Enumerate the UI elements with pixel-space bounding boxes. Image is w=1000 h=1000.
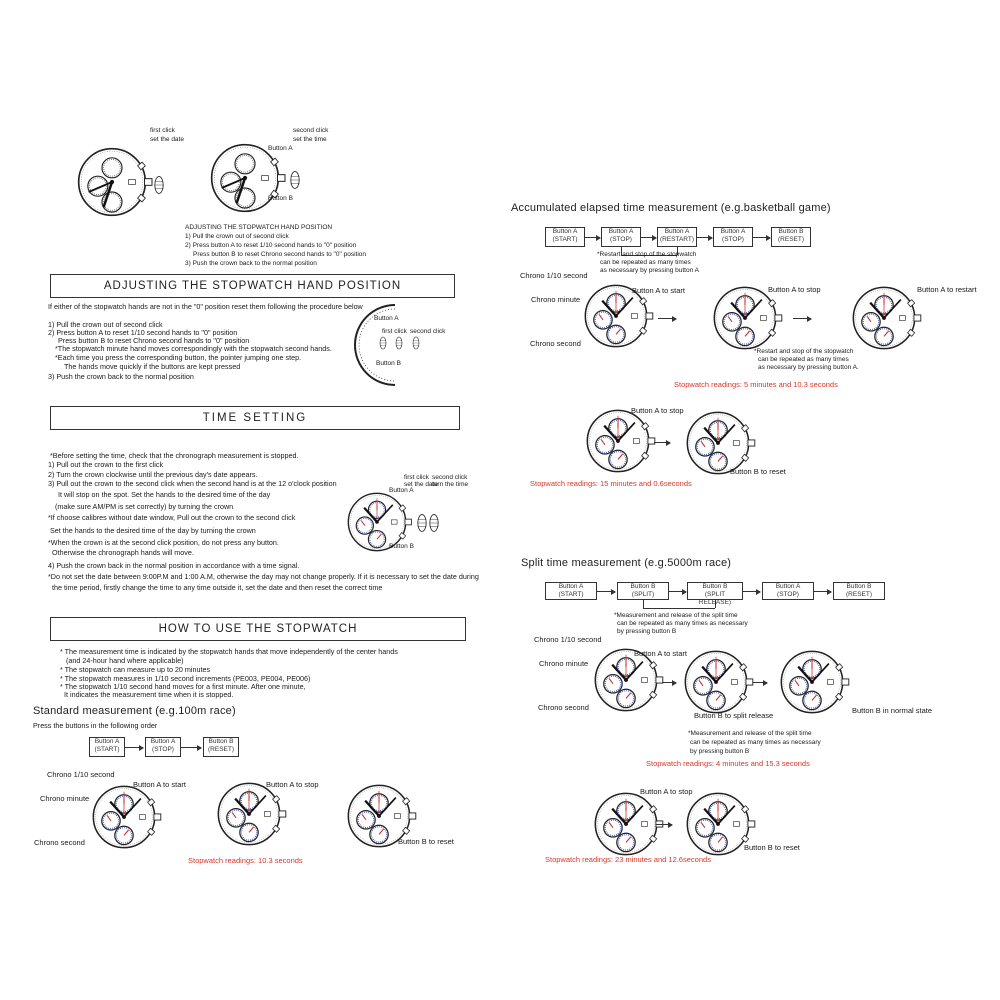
how-to-line: (and 24-hour hand where applicable) <box>66 656 184 665</box>
arrow-right-icon <box>125 747 143 748</box>
arrow-right-icon <box>597 591 615 592</box>
step-box: Button A (RESTART) <box>657 227 697 247</box>
step-box: Button B (RESET) <box>833 582 885 600</box>
watch-illustration <box>333 770 425 862</box>
chrono-minute-label: Chrono minute <box>539 659 589 668</box>
split-note: can be repeated as many times as necessary <box>690 739 821 746</box>
button-a-stop-label: Button A to stop <box>640 787 693 796</box>
connector-line <box>715 600 716 608</box>
step-box: Button A (STOP) <box>762 582 814 600</box>
adjusting-intro: If either of the stopwatch hands are not in the "0" position reset them following the procedure below <box>48 302 363 311</box>
adjusting-line: *Each time you press the corresponding button, the pointer jumping one step. <box>55 353 302 362</box>
split-note: can be repeated as many times as necessary <box>617 620 748 627</box>
watch-illustration <box>62 132 162 232</box>
adjusting-line: 2) Press button A to reset 1/10 second hands to "0" position <box>48 328 238 337</box>
watch-illustration <box>766 636 858 728</box>
button-a-start-label: Button A to start <box>634 649 687 658</box>
crown-illustration <box>378 334 388 352</box>
crown-illustration <box>411 334 421 352</box>
split-note: by pressing button B <box>617 628 677 635</box>
turn-time-label: turn the time <box>432 481 469 488</box>
time-setting-line: *If choose calibres without date window, Pull out the crown to the second click <box>48 513 296 522</box>
set-date-label: set the date <box>150 136 184 143</box>
accumulated-title: Accumulated elapsed time measurement (e.g.basketball game) <box>511 202 831 214</box>
button-a-restart-label: Button A to restart <box>917 285 977 294</box>
button-a-stop-label: Button A to stop <box>768 285 821 294</box>
arrow-right-icon <box>658 318 676 319</box>
arrow-right-icon <box>753 237 770 238</box>
how-to-line: * The measurement time is indicated by the stopwatch hands that move independently of the center hands <box>60 647 398 656</box>
second-click-label: second click <box>410 328 446 335</box>
stopwatch-reading: Stopwatch readings: 15 minutes and 0.6seconds <box>530 479 692 488</box>
button-a-label: Button A <box>268 145 293 152</box>
arrow-right-icon <box>641 237 656 238</box>
chrono-second-label: Chrono second <box>530 339 581 348</box>
arrow-right-icon <box>181 747 201 748</box>
step-box: Button B (SPLIT RELEASE) <box>687 582 743 600</box>
adjusting-section-title: ADJUSTING THE STOPWATCH HAND POSITION <box>50 274 455 298</box>
button-a-start-label: Button A to start <box>632 286 685 295</box>
step-box: Button B (SPLIT) <box>617 582 669 600</box>
time-setting-line: *Before setting the time, check that the chronograph measurement is stopped. <box>50 451 299 460</box>
how-to-line: * The stopwatch measures in 1/10 second increments (PE003, PE004, PE006) <box>60 674 311 683</box>
step-box: Button A (STOP) <box>145 737 181 757</box>
split-note: by pressing button B <box>690 748 750 755</box>
time-setting-line: 1) Pull out the crown to the first click <box>48 460 164 469</box>
accumulated-note: *Restart and stop of the stopwatch <box>597 251 697 258</box>
time-setting-line: the time period, firstly change the time to any time outside it, set the date and then reset the correct time <box>52 583 383 592</box>
set-date-label: set the date <box>404 481 438 488</box>
stopwatch-reading: Stopwatch readings: 23 minutes and 12.6seconds <box>545 855 711 864</box>
watch-illustration <box>570 270 662 362</box>
button-a-start-label: Button A to start <box>133 780 186 789</box>
step-box: Button A (STOP) <box>601 227 641 247</box>
first-click-label: first click <box>382 328 407 335</box>
time-setting-section-title: TIME SETTING <box>50 406 460 430</box>
button-b-reset-label: Button B to reset <box>744 843 800 852</box>
mini-step-2b: Press button B to reset Chrono second hands to "0" position <box>193 251 366 258</box>
watch-illustration <box>580 634 672 726</box>
button-b-split-release-label: Button B to split release <box>694 711 774 720</box>
mini-section-title: ADJUSTING THE STOPWATCH HAND POSITION <box>185 224 333 231</box>
split-note: *Measurement and release of the split time <box>688 730 812 737</box>
adjusting-line: Press button B to reset Chrono second hands to "0" position <box>58 336 250 345</box>
time-setting-line: 4) Push the crown back in the normal position in accordance with a time signal. <box>48 561 300 570</box>
adjusting-line: *The stopwatch minute hand moves correspondingly with the stopwatch second hands. <box>55 344 332 353</box>
crown-illustration <box>152 165 166 205</box>
button-a-stop-label: Button A to stop <box>266 780 319 789</box>
stopwatch-reading: Stopwatch readings: 5 minutes and 10.3 seconds <box>674 380 838 389</box>
button-b-reset-label: Button B to reset <box>398 837 454 846</box>
accumulated-note: can be repeated as many times <box>600 259 691 266</box>
accumulated-note: as necessary by pressing button A. <box>758 364 859 371</box>
watch-illustration <box>195 128 295 228</box>
step-box: Button A (START) <box>89 737 125 757</box>
how-to-line: It indicates the measurement time when it is stopped. <box>64 690 234 699</box>
first-click-label: first click <box>404 474 429 481</box>
chrono-tenth-label: Chrono 1/10 second <box>520 271 588 280</box>
stopwatch-reading: Stopwatch readings: 4 minutes and 15.3 seconds <box>646 759 810 768</box>
time-setting-line: *Do not set the date between 9:00P.M and 1:00 A.M, otherwise the day may not change properly. If it is necessary to set the date during <box>48 572 479 581</box>
crown-illustration <box>427 505 441 541</box>
chrono-minute-label: Chrono minute <box>40 794 90 803</box>
standard-subtitle: Press the buttons in the following order <box>33 721 158 730</box>
crown-illustration <box>288 160 302 200</box>
chrono-tenth-label: Chrono 1/10 second <box>47 770 115 779</box>
arrow-right-icon <box>662 682 676 683</box>
time-setting-line: It will stop on the spot. Set the hands to the desired time of the day <box>58 490 271 499</box>
step-box: Button B (RESET) <box>203 737 239 757</box>
second-click-label: second click <box>432 474 468 481</box>
split-title: Split time measurement (e.g.5000m race) <box>521 557 732 569</box>
mini-step-1: 1) Pull the crown out of second click <box>185 233 289 240</box>
crown-illustration <box>394 334 404 352</box>
step-box: Button A (STOP) <box>713 227 753 247</box>
connector-line <box>643 608 715 609</box>
second-click-label: second click <box>293 127 329 134</box>
connector-line <box>643 600 644 608</box>
arrow-right-icon <box>669 591 686 592</box>
chrono-second-label: Chrono second <box>34 838 85 847</box>
stopwatch-reading: Stopwatch readings: 10.3 seconds <box>188 856 303 865</box>
mini-step-3: 3) Push the crown back to the normal position <box>185 260 317 267</box>
split-note: *Measurement and release of the split time <box>614 612 738 619</box>
time-setting-line: *When the crown is at the second click position, do not press any button. <box>48 538 279 547</box>
time-setting-line: Otherwise the chronograph hands will move. <box>52 548 194 557</box>
button-b-label: Button B <box>268 195 293 202</box>
button-a-label: Button A <box>389 487 414 494</box>
step-box: Button B (RESET) <box>771 227 811 247</box>
time-setting-line: 2) Turn the crown clockwise until the previous day's date appears. <box>48 470 258 479</box>
step-box: Button A (START) <box>545 582 597 600</box>
arrow-right-icon <box>793 318 811 319</box>
time-setting-line: 3) Pull out the crown to the second click when the second hand is at the 12 o'clock position <box>48 479 337 488</box>
adjusting-line: 1) Pull the crown out of second click <box>48 320 163 329</box>
time-setting-line: Set the hands to the desired time of the day by turning the crown <box>50 526 256 535</box>
mini-step-2: 2) Press button A to reset 1/10 second hands to "0" position <box>185 242 357 249</box>
adjusting-line: 3) Push the crown back to the normal position <box>48 372 194 381</box>
arrow-right-icon <box>697 237 712 238</box>
button-b-reset-label: Button B to reset <box>730 467 786 476</box>
how-to-line: * The stopwatch can measure up to 20 minutes <box>60 665 211 674</box>
arrow-right-icon <box>743 591 760 592</box>
set-time-label: set the time <box>293 136 327 143</box>
arrow-right-icon <box>654 442 670 443</box>
first-click-label: first click <box>150 127 175 134</box>
arrow-right-icon <box>656 824 672 825</box>
step-box: Button A (START) <box>545 227 585 247</box>
accumulated-note: can be repeated as many times <box>758 356 849 363</box>
how-to-section-title: HOW TO USE THE STOPWATCH <box>50 617 466 641</box>
chrono-tenth-label: Chrono 1/10 second <box>534 635 602 644</box>
accumulated-note: as necessary by pressing button A <box>600 267 700 274</box>
time-setting-line: (make sure AM/PM is set correctly) by turning the crown <box>55 502 234 511</box>
standard-title: Standard measurement (e.g.100m race) <box>33 705 236 717</box>
button-b-label: Button B <box>389 543 414 550</box>
adjusting-line: The hands move quickly if the buttons are kept pressed <box>64 362 241 371</box>
arrow-right-icon <box>585 237 600 238</box>
button-a-stop-label: Button A to stop <box>631 406 684 415</box>
accumulated-note: *Restart and stop of the stopwatch <box>754 348 854 355</box>
arrow-right-icon <box>753 682 767 683</box>
chrono-second-label: Chrono second <box>538 703 589 712</box>
chrono-minute-label: Chrono minute <box>531 295 581 304</box>
arrow-right-icon <box>814 591 831 592</box>
how-to-line: * The stopwatch 1/10 second hand moves for a first minute. After one minute, <box>60 682 306 691</box>
button-a-label: Button A <box>374 315 399 322</box>
button-b-normal-label: Button B in normal state <box>852 706 933 715</box>
button-b-label: Button B <box>376 360 401 367</box>
